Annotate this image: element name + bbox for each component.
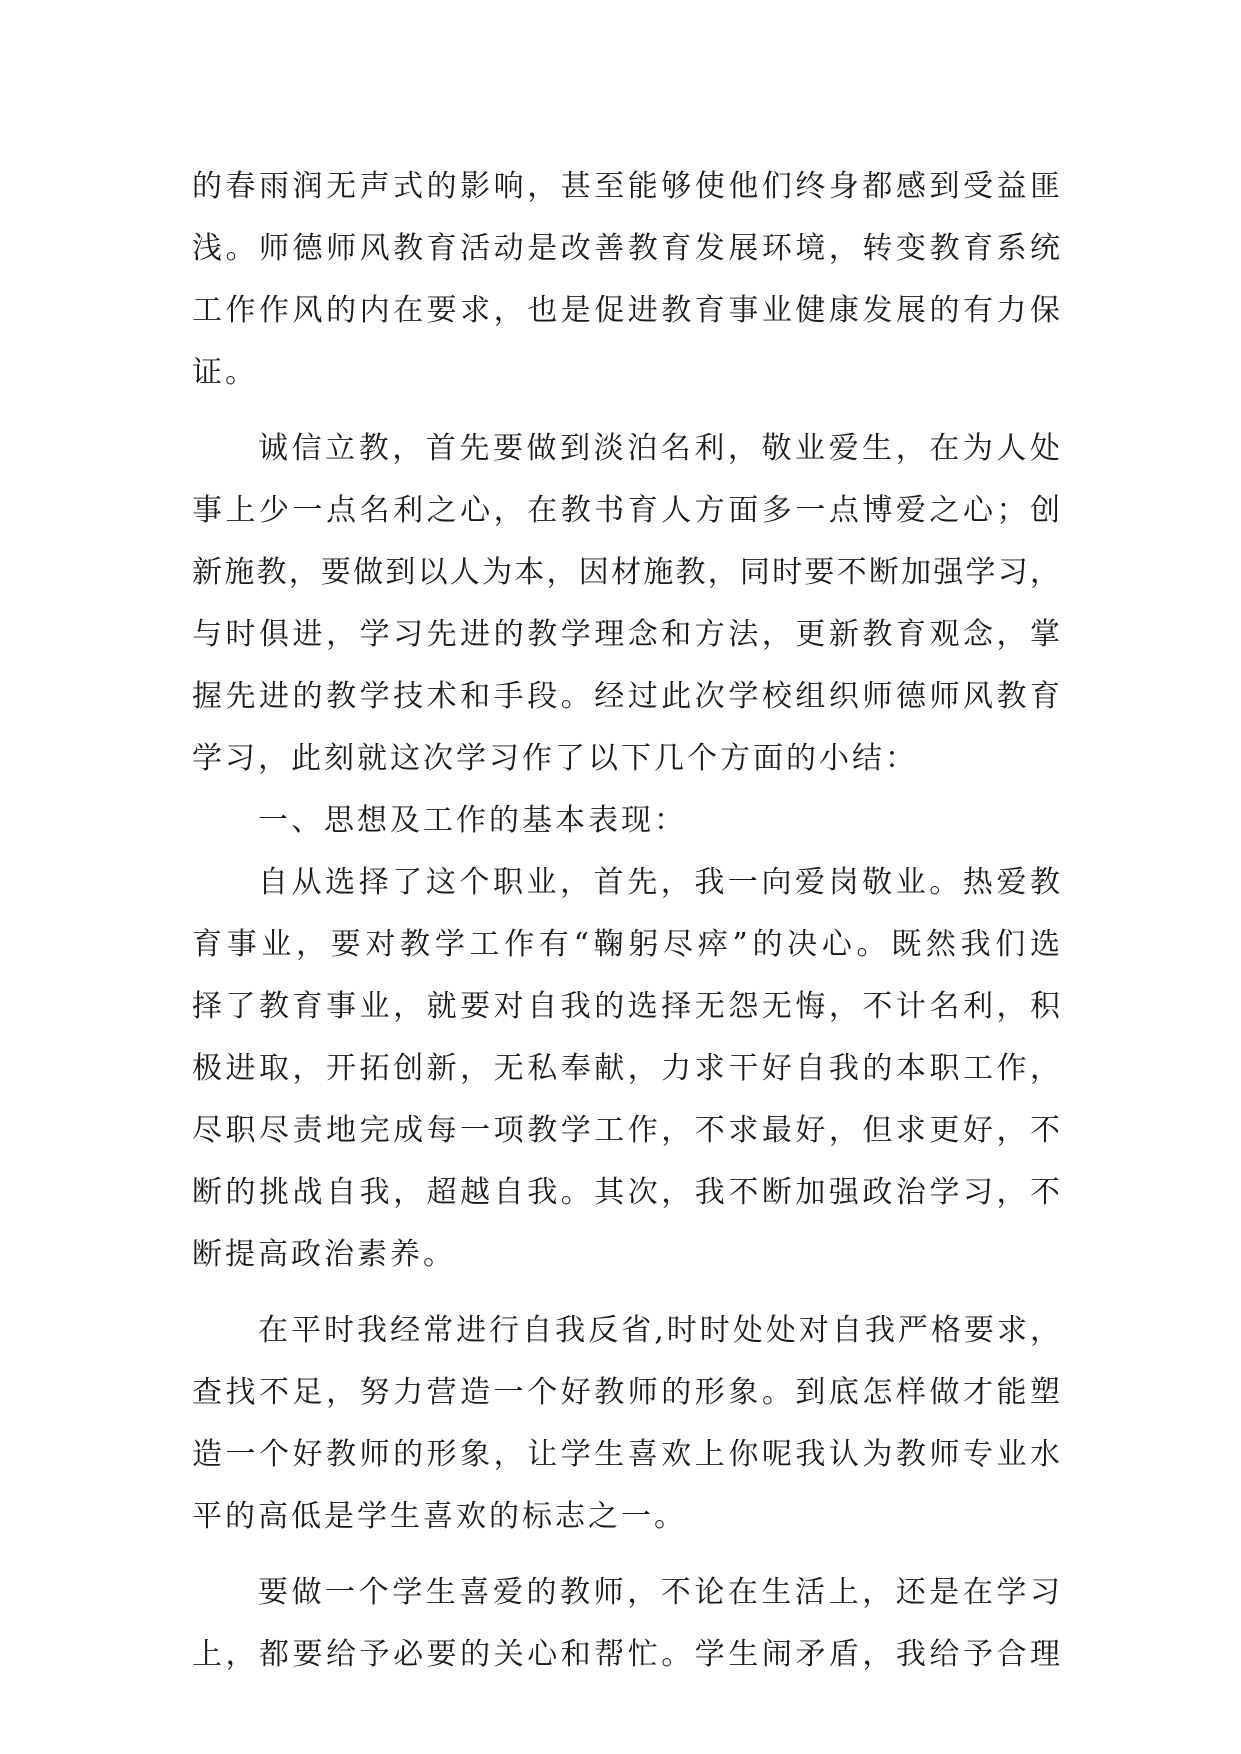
- text-line: 造一个好教师的形象，让学生喜欢上你呢我认为教师专业水: [192, 1437, 1060, 1472]
- paragraph: [192, 1300, 1060, 1548]
- text-line: 断提高政治素养。: [192, 1237, 456, 1272]
- text-line: 诚信立教，首先要做到淡泊名利，敬业爱生，在为人处: [258, 431, 1060, 466]
- text-line: 证。: [192, 355, 258, 390]
- text-line: 工作作风的内在要求，也是促进教育事业健康发展的有力保: [192, 293, 1060, 328]
- text-line: 要做一个学生喜爱的教师，不论在生活上，还是在学习: [258, 1575, 1060, 1610]
- text-line: 的春雨润无声式的影响，甚至能够使他们终身都感到受益匪: [192, 169, 1060, 204]
- section-heading: [192, 790, 1060, 852]
- text-line: 育事业，要对教学工作有“鞠躬尽瘁”的决心。既然我们选: [192, 927, 1060, 962]
- text-line: 尽职尽责地完成每一项教学工作，不求最好，但求更好，不: [192, 1113, 1060, 1148]
- paragraph: [192, 418, 1060, 790]
- paragraph: [192, 852, 1060, 1286]
- text-line: 择了教育事业，就要对自我的选择无怨无悔，不计名利，积: [192, 989, 1060, 1024]
- text-line: 极进取，开拓创新，无私奉献，力求干好自我的本职工作，: [192, 1051, 1060, 1086]
- text-line: 新施教，要做到以人为本，因材施教，同时要不断加强学习，: [192, 555, 1060, 590]
- text-line: 查找不足，努力营造一个好教师的形象。到底怎样做才能塑: [192, 1375, 1060, 1410]
- text-line: 浅。师德师风教育活动是改善教育发展环境，转变教育系统: [192, 231, 1060, 266]
- text-line: 上，都要给予必要的关心和帮忙。学生闹矛盾，我给予合理: [192, 1637, 1060, 1672]
- text-line: 与时俱进，学习先进的教学理念和方法，更新教育观念，掌: [192, 617, 1060, 652]
- text-line: 平的高低是学生喜欢的标志之一。: [192, 1499, 687, 1534]
- text-line: 事上少一点名利之心，在教书育人方面多一点博爱之心；创: [192, 493, 1060, 528]
- paragraph: [192, 156, 1060, 404]
- text-line: 断的挑战自我，超越自我。其次，我不断加强政治学习，不: [192, 1175, 1060, 1210]
- text-line: 自从选择了这个职业，首先，我一向爱岗敬业。热爱教: [258, 865, 1060, 900]
- text-line: 一、思想及工作的基本表现：: [258, 803, 687, 838]
- paragraph: [192, 1562, 1060, 1686]
- text-line: 学习，此刻就这次学习作了以下几个方面的小结：: [192, 741, 918, 776]
- text-line: 握先进的教学技术和手段。经过此次学校组织师德师风教育: [192, 679, 1060, 714]
- text-line: 在平时我经常进行自我反省,时时处处对自我严格要求，: [258, 1313, 1060, 1348]
- body-text: [192, 156, 1060, 1686]
